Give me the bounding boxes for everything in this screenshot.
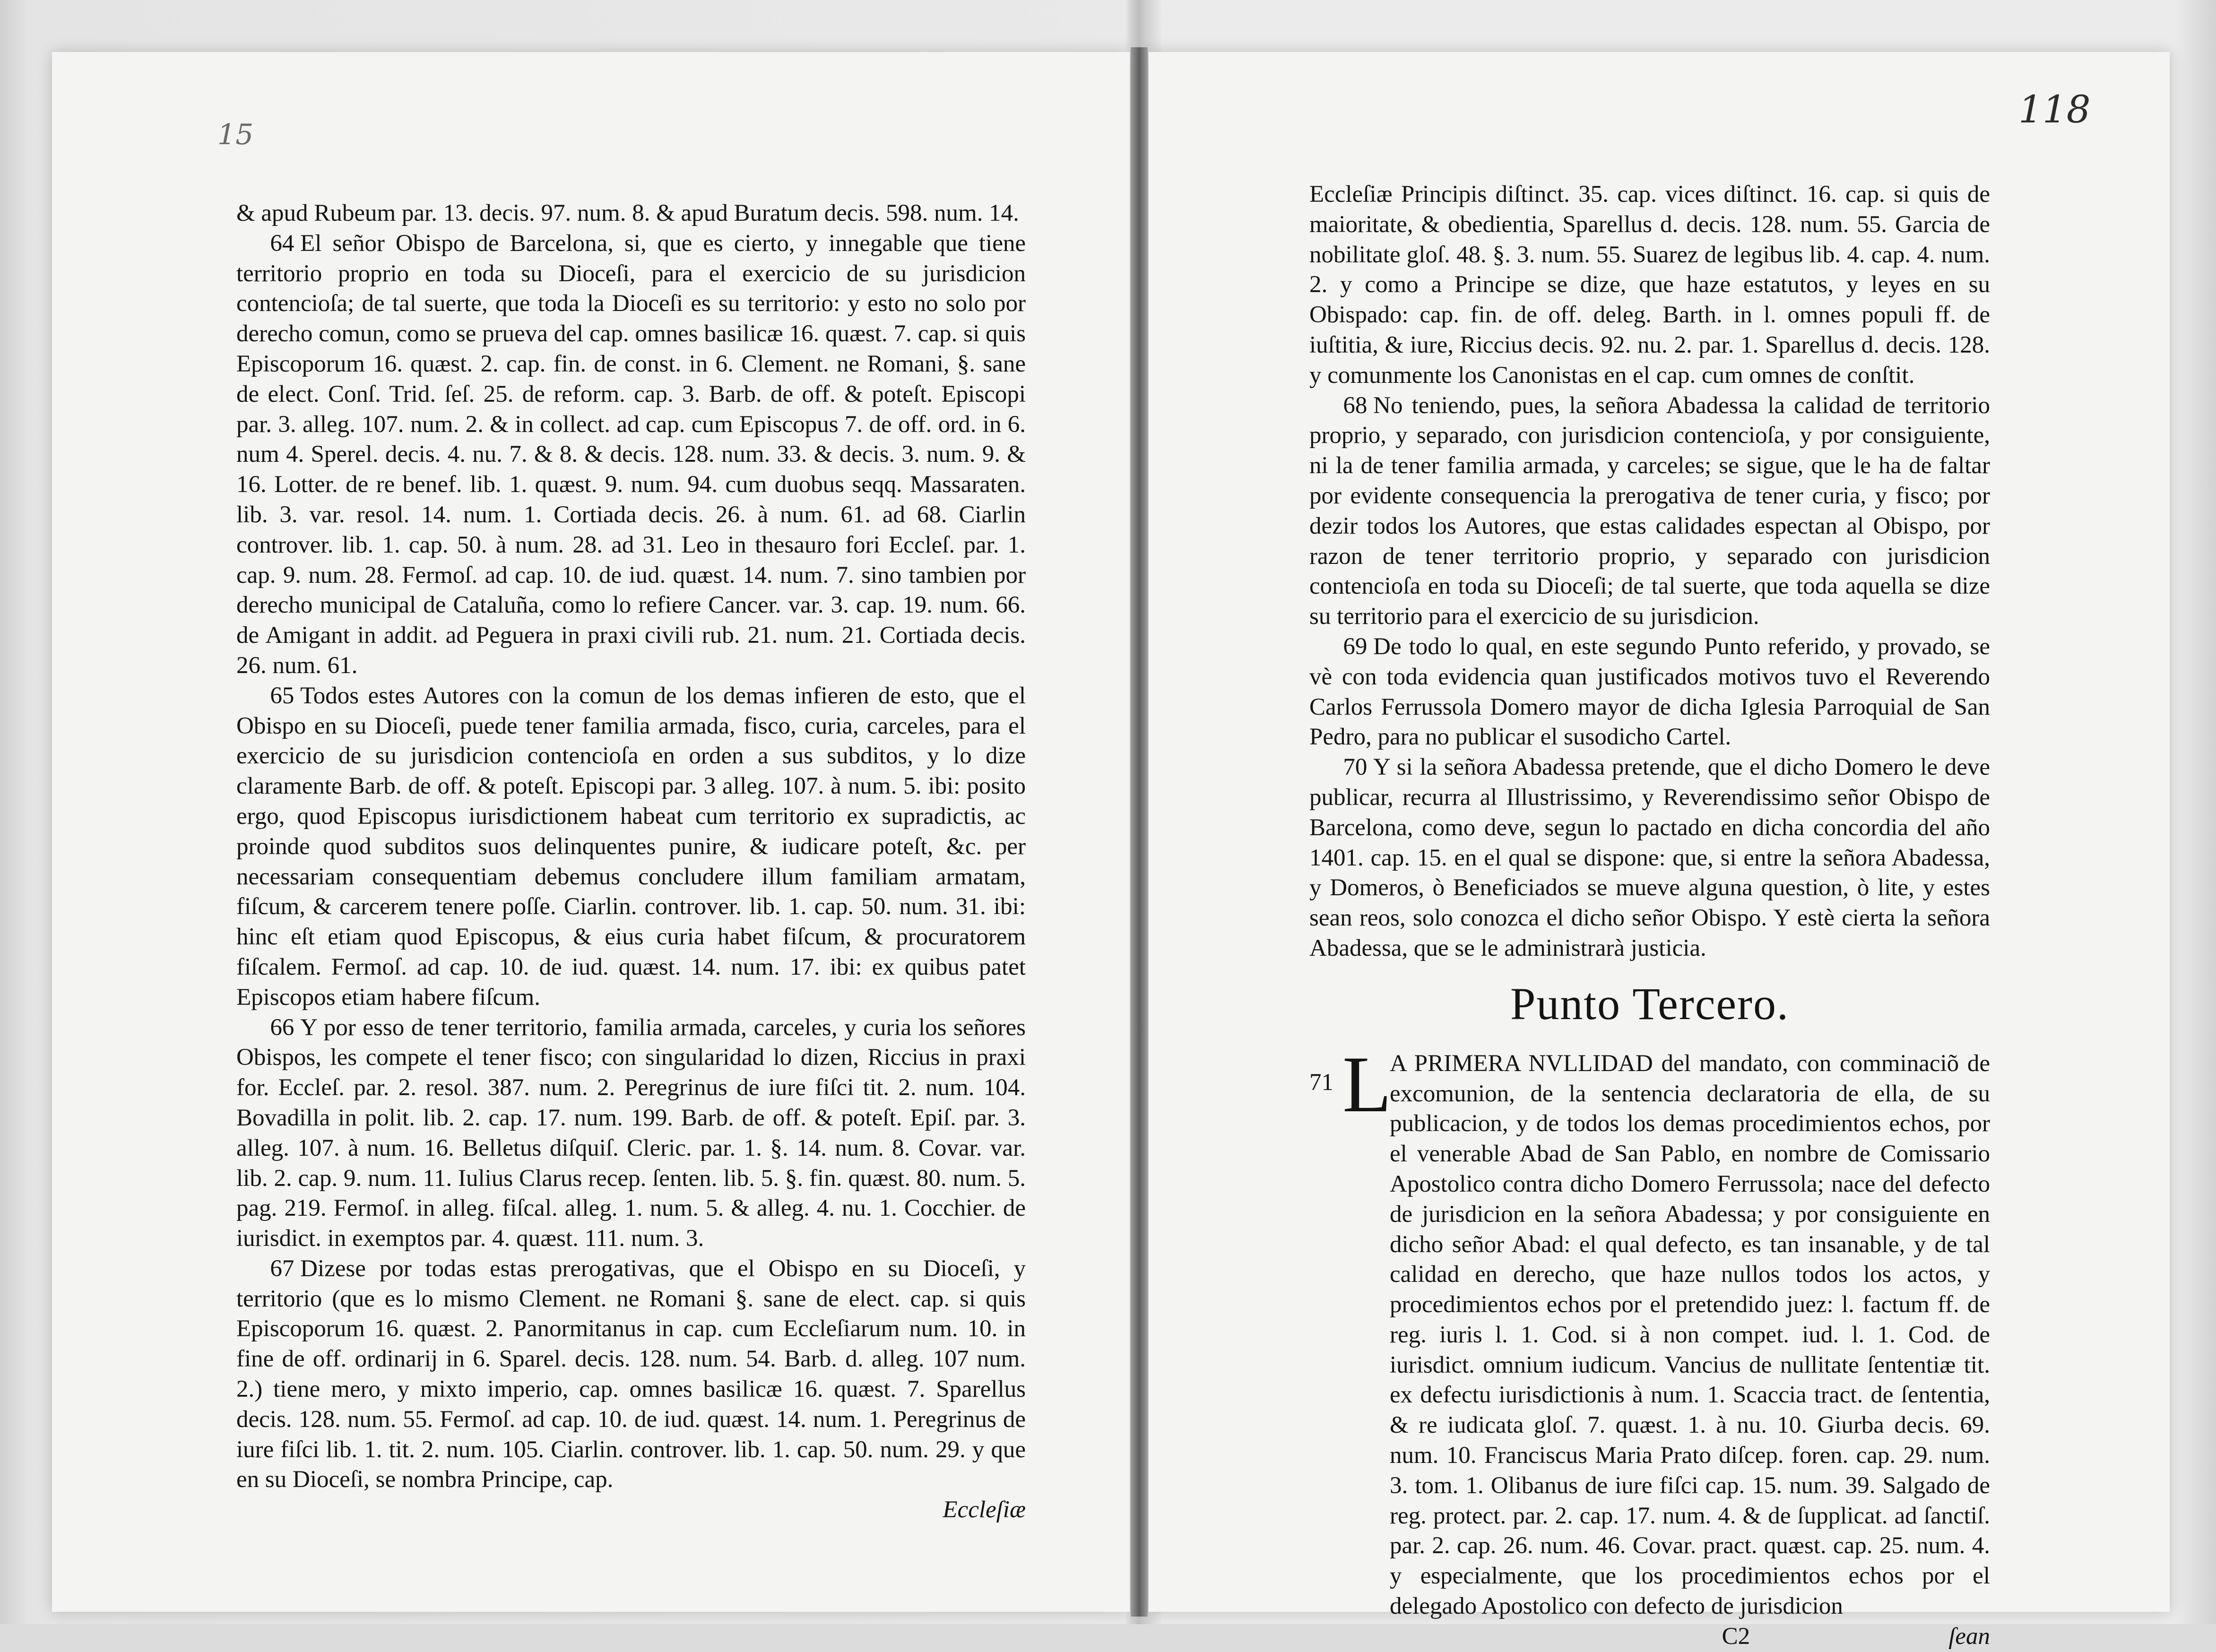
paragraph-text: Y por esso de tener territorio, familia armada, carceles, y curia los señores Obispos, les compete el tener fisco; con singularidad lo dizen, Riccius in praxi for. Eccleſ. par. 2. resol. 387. num. 2. Peregrinus de iure fiſci tit. 2. num. 104. Bovadilla in polit. lib. 2. cap. 17. num. 199. Barb. de off. & poteſt. Epiſ. par. 3. alleg. 107. à num. 16. Belletus diſquiſ. Cleric. par. 1. §. 14. num. 8. Covar. var. lib. 2. cap. 9. num. 11. Iulius Clarus recep. ſenten. lib. 5. §. fin. quæst. 80. num. 5. pag. 219. Fermoſ. in alleg. fiſcal. alleg. 1. num. 5. & alleg. 4. nu. 1. Cocchier. de iurisdict. in exemptos par. 4. quæst. 111. num. 3. [236,1014,1026,1252]
paragraph [1309,180,1990,391]
paragraph-number: 64 [270,230,294,257]
paragraph-number: 69 [1343,633,1368,660]
paragraph-68 [1309,391,1990,632]
paragraph-text: Dizese por todas estas prerogativas, que el Obispo en su Dioceſi, y territorio (que es lo mismo Clement. ne Romani §. sane de elect. cap. si quis Episcoporum 16. quæst. 2. Panormitanus in cap. cum Eccleſiarum num. 10. in fine de off. ordinarij in 6. Sparel. decis. 128. num. 54. Barb. d. alleg. 107 num. 2.) tiene mero, y mixto imperio, cap. omnes basilicæ 16. quæst. 7. Sparellus decis. 128. num. 55. Fermoſ. ad cap. 10. de iud. quæst. 14. num. 1. Peregrinus de iure fiſci lib. 1. tit. 2. num. 105. Ciarlin. controver. lib. 1. cap. 50. num. 29. y que en su Dioceſi, se nombra Principe, cap. [236,1255,1026,1493]
paragraph-text: & apud Rubeum par. 13. decis. 97. num. 8. & apud Buratum decis. 598. num. 14. [236,200,1019,226]
catchword: ſean [1948,1623,1990,1650]
paragraph-66 [236,1013,1026,1254]
paragraph-71 [1309,1039,1991,1622]
paragraph-text: De todo lo qual, en este segundo Punto referido, y provado, se vè con toda evidencia quan justificados motivos tuvo el Reverendo Carlos Ferrussola Domero mayor de dicha Iglesia Parroquial de San Pedro, para no publicar el susodicho Cartel. [1309,633,1990,751]
book-gutter [1131,47,1148,1617]
paragraph-number: 65 [270,682,294,709]
paragraph-text: No teniendo, pues, la señora Abadessa la calidad de territorio proprio, y separado, con jurisdicion contencioſa, y por consiguiente, ni la de tener familia armada, y carceles; se sigue, que le ha de faltar por evidente consequencia la prerogativa de tener curia, y fisco; por dezir todos los Autores, que estas calidades espectan al Obispo, por razon de tener territorio proprio, y separado con jurisdicion contencioſa en toda su Dioceſi; de tal suerte, que toda aquella se dize su territorio para el exercicio de su jurisdicion. [1309,392,1990,630]
folio-number: 118 [2018,87,2091,131]
paragraph-70 [1309,752,1990,964]
paragraph-number: 66 [270,1014,294,1041]
right-text-column [1309,180,1990,1652]
paragraph [236,199,1026,229]
paragraph-69 [1309,632,1990,752]
catchword-row [1309,1622,1990,1652]
catchword: Eccleſiæ [943,1496,1026,1523]
paragraph-67 [236,1254,1026,1495]
paragraph-lead: A PRIMERA NVLLIDAD [1390,1050,1653,1077]
paragraph-text: del mandato, con comminaciõ de excomunion, de la sentencia declaratoria de ella, de su publicacion, y de todos los demas procedimientos echos, por el venerable Abad de San Pablo, en nombre de Comissario Apostolico contra dicho Domero Ferrussola; nace del defecto de jurisdicion en la señora Abadessa; y por consiguiente en dicho señor Abad: el qual defecto, es tan insanable, y de tal calidad en derecho, que haze nullos todos los actos, y procedimientos echos por el pretendido juez: l. factum ff. de reg. iuris l. 1. Cod. si à non compet. iud. l. 1. Cod. de iurisdict. omnium iudicum. Vancius de nullitate ſententiæ tit. ex defectu iurisdictionis à num. 1. Scaccia tract. de ſententia, & re iudicata gloſ. 7. quæst. 1. à nu. 10. Giurba decis. 69. num. 10. Franciscus Maria Prato diſcep. foren. cap. 29. num. 3. tom. 1. Olibanus de iure fiſci cap. 15. num. 39. Salgado de reg. protect. par. 2. cap. 17. num. 4. & de ſupplicat. ad ſanctiſ. par. 2. cap. 26. num. 46. Covar. pract. quæst. cap. 25. num. 4. y especialmente, que los procedimientos echos por el delegado Apostolico con defecto de jurisdicion [1390,1050,1991,1620]
signature-mark: C2 [1722,1623,1750,1650]
left-text-column [236,199,1026,1525]
paragraph-65 [236,681,1026,1013]
catchword-row [236,1495,1026,1525]
paragraph-number: 67 [270,1255,294,1282]
drop-capital: L [1342,1039,1392,1129]
paragraph-number: 71 [1309,1069,1333,1096]
paragraph-number: 70 [1343,754,1368,781]
section-heading: Punto Tercero. [1510,978,1790,1029]
paragraph-text: Eccleſiæ Principis diſtinct. 35. cap. vices diſtinct. 16. cap. si quis de maioritate, & obedientia, Sparellus d. decis. 128. num. 55. Garcia de nobilitate gloſ. 48. §. 3. num. 55. Suarez de legibus lib. 4. cap. 4. num. 2. y como a Principe se dize, que haze estatutos, y leyes en su Obispado: cap. fin. de off. deleg. Barth. in l. omnes populi ff. de iuſtitia, & iure, Riccius decis. 92. nu. 2. par. 1. Sparellus d. decis. 128. y comunmente los Canonistas en el cap. cum omnes de conſtit. [1309,181,1990,389]
paragraph-number: 68 [1343,392,1368,419]
paragraph-text: Y si la señora Abadessa pretende, que el dicho Domero le deve publicar, recurra al Illustrissimo, y Reverendissimo señor Obispo de Barcelona, como deve, segun lo pactado en dicha concordia del año 1401. cap. 15. en el qual se dispone: que, si entre la señora Abadessa, y Domeros, ò Beneficiados se mueve alguna question, ò lite, y estes sean reos, solo conozca el dicho señor Obispo. Y estè cierta la señora Abadessa, que se le administrarà justicia. [1309,754,1990,961]
paragraph-text: El señor Obispo de Barcelona, si, que es cierto, y innegable que tiene territorio proprio en toda su Dioceſi, para el exercicio de su jurisdicion contencioſa; de tal suerte, que toda la Dioceſi es su territorio: y esto no solo por derecho comun, como se prueva del cap. omnes basilicæ 16. quæst. 7. cap. si quis Episcoporum 16. quæst. 2. cap. fin. de const. in 6. Clement. ne Romani, §. sane de elect. Conſ. Trid. ſeſ. 25. de reform. cap. 3. Barb. de off. & poteſt. Episcopi par. 3. alleg. 107. num. 2. & in collect. ad cap. cum Episcopus 7. de off. ord. in 6. num 4. Sperel. decis. 4. nu. 7. & 8. & decis. 128. num. 33. & decis. 3. num. 9. & 16. Lotter. de re benef. lib. 1. quæst. 9. num. 94. cum duobus seqq. Massaraten. lib. 3. var. resol. 14. num. 1. Cortiada decis. 26. à num. 61. ad 68. Ciarlin controver. lib. 1. cap. 50. à num. 28. ad 31. Leo in thesauro fori Eccleſ. par. 1. cap. 9. num. 28. Fermoſ. ad cap. 10. de iud. quæst. 14. num. 7. sino tambien por derecho municipal de Cataluña, como lo refiere Cancer. var. 3. cap. 19. num. 66. de Amigant in addit. ad Peguera in praxi civili rub. 21. num. 21. Cortiada decis. 26. num. 61. [236,230,1026,679]
pencil-annotation: 15 [217,118,254,151]
paragraph-64 [236,229,1026,681]
paragraph-text: Todos estes Autores con la comun de los demas infieren de esto, que el Obispo en su Dioceſi, puede tener familia armada, fisco, curia, carceles, para el exercicio de su jurisdicion contencioſa en orden a sus subditos, y lo dize claramente Barb. de off. & poteſt. Episcopi par. 3 alleg. 107. à num. 5. ibi: posito ergo, quod Episcopus iurisdictionem habeat cum territorio ex supradictis, ac proinde quod subditos suos delinquentes punire, & iudicare poteſt, &c. per necessariam consequentiam debemus concludere illum familiam armatam, fiſcum, & carcerem tenere poſſe. Ciarlin. controver. lib. 1. cap. 50. num. 31. ibi: hinc eſt etiam quod Episcopus, & eius curia habet fiſcum, & procuratorem fiſcalem. Fermoſ. ad cap. 10. de iud. quæst. 14. num. 17. ibi: ex quibus patet Episcopos etiam habere fiſcum. [236,682,1026,1011]
